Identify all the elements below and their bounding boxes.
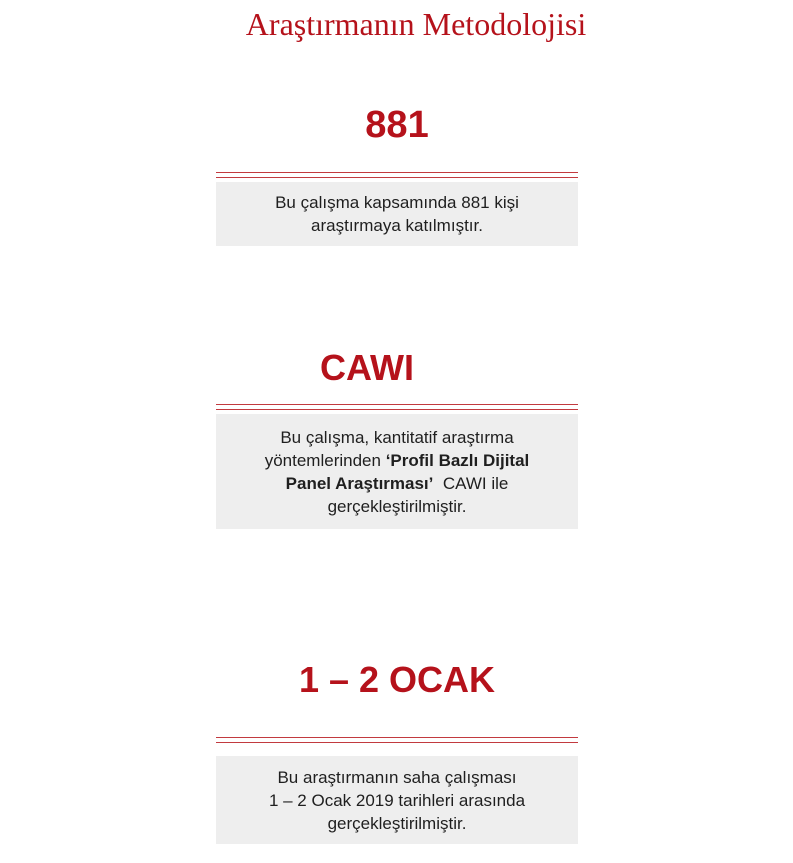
description-line: gerçekleştirilmiştir. xyxy=(327,813,467,833)
description-line: gerçekleştirilmiştir. xyxy=(327,496,467,516)
description-line: Bu araştırmanın saha çalışması xyxy=(277,767,517,787)
description-line: 1 – 2 Ocak 2019 tarihleri arasında xyxy=(268,790,526,810)
description-line: araştırmaya katılmıştır. xyxy=(311,216,483,235)
description-emphasis: ‘Profil Bazlı Dijital xyxy=(385,450,530,470)
description-text: CAWI ile xyxy=(433,473,509,493)
description-emphasis: Panel Araştırması’ xyxy=(285,473,434,493)
stat-description-box xyxy=(216,182,578,246)
description-line: Bu çalışma, kantitatif araştırma xyxy=(280,427,514,447)
description-line xyxy=(265,449,530,472)
description-line xyxy=(286,472,509,495)
page-title: Araştırmanın Metodolojisi xyxy=(245,6,587,42)
stat-description-box xyxy=(216,414,578,529)
description-text: yöntemlerinden xyxy=(264,450,386,470)
divider xyxy=(216,172,578,178)
stat-description-box xyxy=(216,756,578,844)
stat-value-dates: 1 – 2 OCAK xyxy=(298,659,496,700)
description-line: Bu çalışma kapsamında 881 kişi xyxy=(275,193,519,212)
stat-value-method: CAWI xyxy=(320,347,414,388)
divider xyxy=(216,737,578,743)
divider xyxy=(216,404,578,410)
stat-value-participants: 881 xyxy=(365,104,429,146)
